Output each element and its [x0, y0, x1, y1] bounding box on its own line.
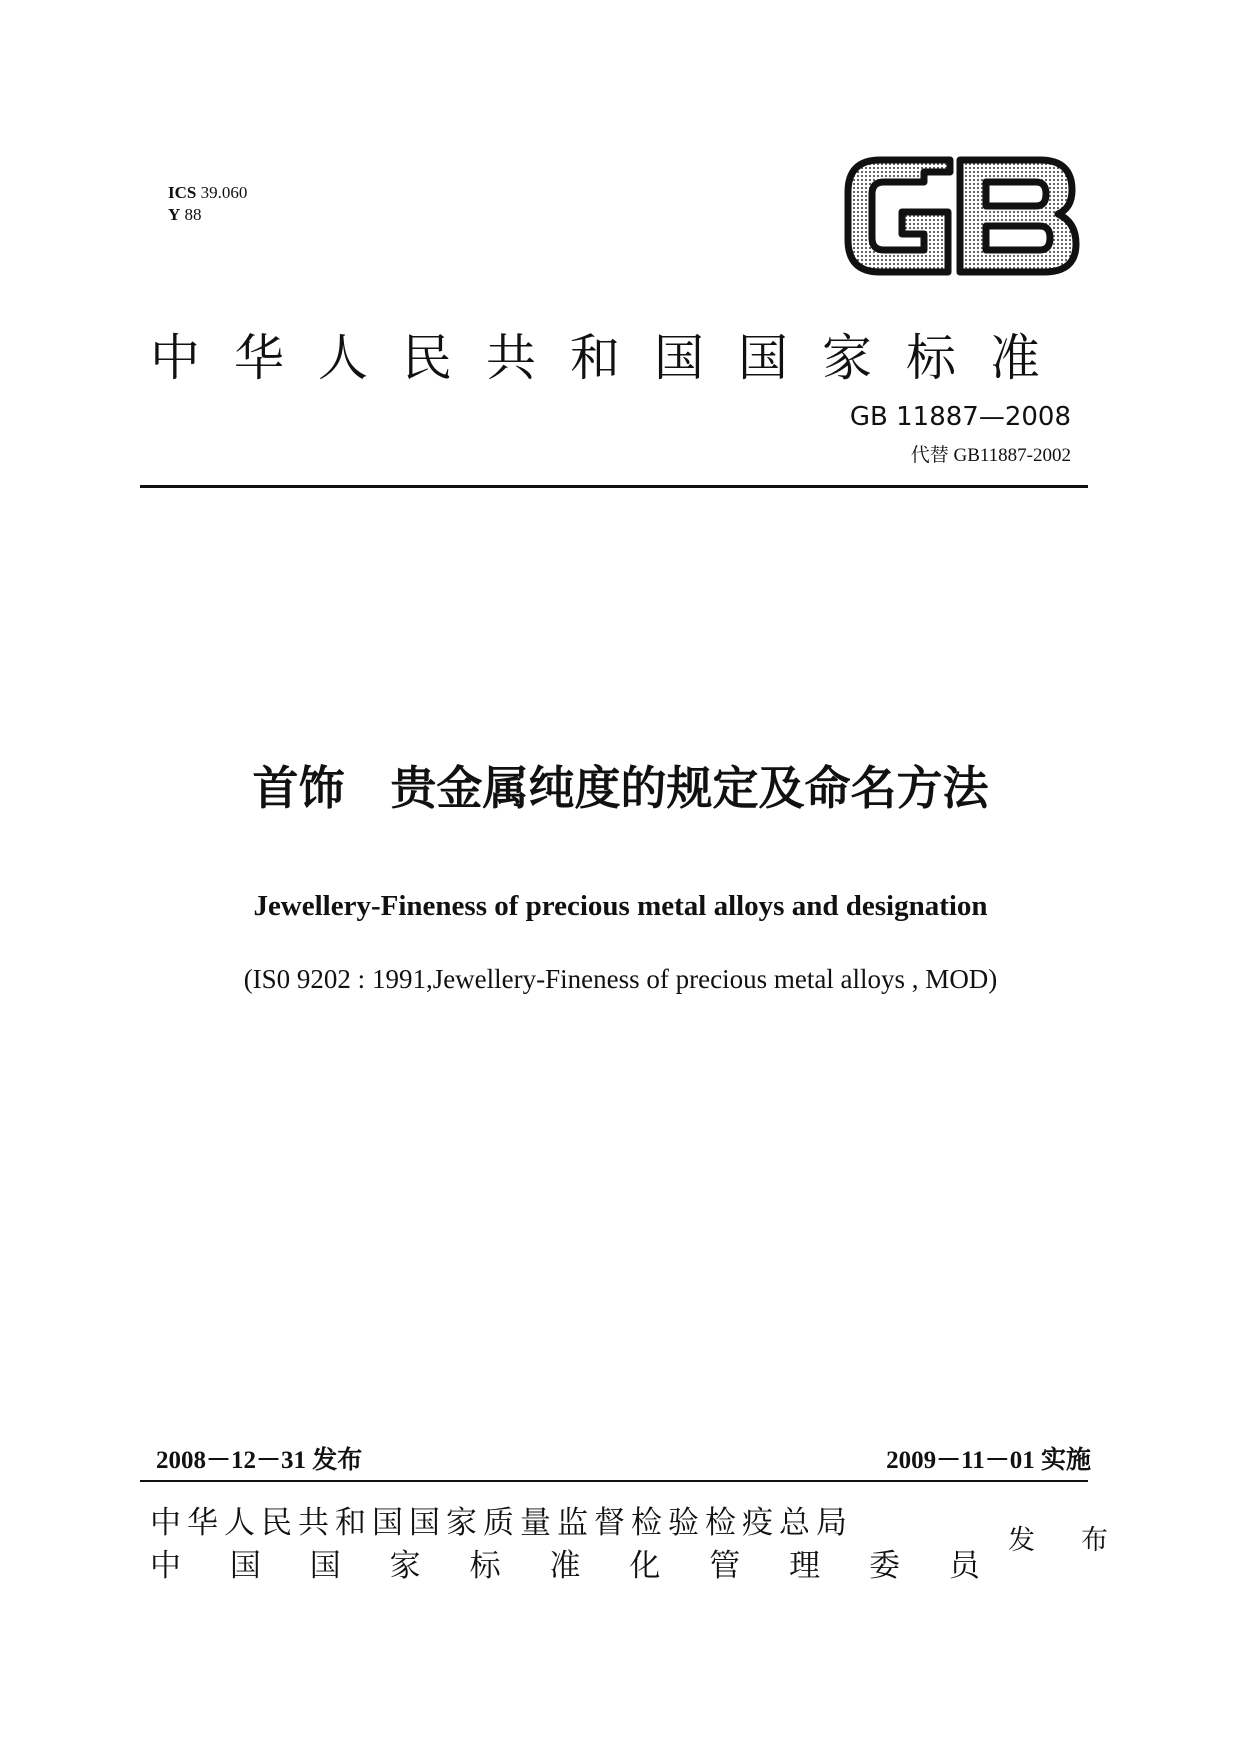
document-title-en: Jewellery-Fineness of precious metal alloys and designation	[253, 890, 988, 922]
document-title-cn: 首饰 贵金属纯度的规定及命名方法	[252, 761, 989, 815]
bottom-divider	[140, 1480, 1088, 1482]
gb-logo-text: GB	[840, 150, 842, 151]
publisher-char: 标	[469, 1548, 501, 1584]
issued-label	[1008, 1518, 1108, 1557]
iso-reference: (IS0 9202 : 1991,Jewellery-Fineness of precious metal alloys , MOD)	[243, 964, 998, 994]
publisher-char: 中	[150, 1548, 181, 1584]
publisher-char: 准	[549, 1548, 581, 1584]
replaces-standard: 代替 GB11887-2002	[910, 445, 1071, 466]
ics-value: 39.060	[200, 183, 248, 202]
implementation-date: 2009－11－01 实施	[886, 1447, 1091, 1474]
ccs-value: 88	[184, 205, 202, 224]
classification-codes	[168, 182, 247, 226]
national-standard-title: 中华人民共和国国家标准	[150, 329, 1074, 387]
publisher-char: 员	[948, 1548, 980, 1584]
publisher-char: 管	[709, 1548, 741, 1584]
publisher-char: 化	[629, 1548, 661, 1584]
publisher-char: 委	[869, 1548, 901, 1584]
issued-char: 布	[1081, 1525, 1108, 1556]
publisher-char: 家	[389, 1548, 421, 1584]
gb-logo	[840, 150, 1080, 280]
publisher-line-2	[150, 1540, 980, 1585]
standard-number: GB 11887—2008	[849, 402, 1071, 432]
publisher-line-1: 中华人民共和国国家质量监督检验检疫总局	[150, 1505, 853, 1541]
top-divider	[140, 485, 1088, 488]
ccs-label: Y	[168, 205, 181, 224]
publisher-char: 国	[309, 1548, 341, 1584]
ics-label: ICS	[168, 183, 197, 202]
issued-char: 发	[1008, 1525, 1035, 1556]
publisher-char: 理	[789, 1548, 821, 1584]
issue-date: 2008－12－31 发布	[156, 1447, 363, 1474]
publisher-char: 国	[229, 1548, 261, 1584]
